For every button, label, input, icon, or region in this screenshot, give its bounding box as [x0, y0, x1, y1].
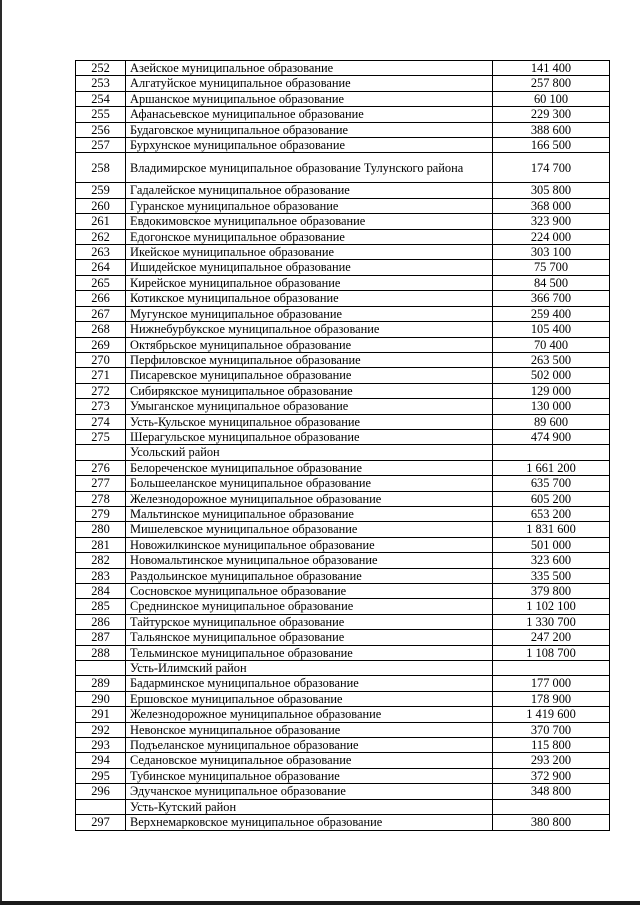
table-row	[76, 506, 610, 521]
allocation-amount: 1 330 700	[493, 614, 610, 629]
allocation-amount: 141 400	[493, 61, 610, 76]
allocation-amount	[493, 799, 610, 814]
table-row	[76, 691, 610, 706]
allocation-amount	[493, 661, 610, 676]
municipality-name: Верхнемарковское муниципальное образование	[126, 815, 493, 830]
municipality-name: Тайтурское муниципальное образование	[126, 614, 493, 629]
district-header-row	[76, 661, 610, 676]
row-number: 281	[76, 537, 126, 552]
table-row	[76, 107, 610, 122]
allocation-amount: 1 102 100	[493, 599, 610, 614]
row-number: 294	[76, 753, 126, 768]
table-row	[76, 291, 610, 306]
row-number: 284	[76, 584, 126, 599]
table-row	[76, 722, 610, 737]
municipality-name: Будаговское муниципальное образование	[126, 122, 493, 137]
allocation-amount: 372 900	[493, 768, 610, 783]
allocation-amount: 166 500	[493, 138, 610, 153]
table-row	[76, 322, 610, 337]
table-row	[76, 214, 610, 229]
row-number: 296	[76, 784, 126, 799]
row-number: 271	[76, 368, 126, 383]
row-number: 282	[76, 553, 126, 568]
allocation-amount: 323 600	[493, 553, 610, 568]
row-number: 265	[76, 275, 126, 290]
allocation-amount: 348 800	[493, 784, 610, 799]
table-row	[76, 414, 610, 429]
table-row	[76, 584, 610, 599]
municipality-name: Бурхунское муниципальное образование	[126, 138, 493, 153]
municipality-name: Афанасьевское муниципальное образование	[126, 107, 493, 122]
municipality-name: Седановское муниципальное образование	[126, 753, 493, 768]
row-number: 295	[76, 768, 126, 783]
row-number: 266	[76, 291, 126, 306]
allocation-amount	[493, 445, 610, 460]
table-row	[76, 599, 610, 614]
municipality-name: Мугунское муниципальное образование	[126, 306, 493, 321]
scan-edge-bottom	[0, 901, 640, 905]
allocation-amount: 105 400	[493, 322, 610, 337]
allocation-amount: 303 100	[493, 245, 610, 260]
table-row	[76, 429, 610, 444]
allocation-amount: 366 700	[493, 291, 610, 306]
allocation-amount: 224 000	[493, 229, 610, 244]
table-row	[76, 260, 610, 275]
table-row	[76, 61, 610, 76]
table-row	[76, 229, 610, 244]
table-row	[76, 275, 610, 290]
table-row	[76, 768, 610, 783]
allocation-amount: 75 700	[493, 260, 610, 275]
allocation-amount: 247 200	[493, 630, 610, 645]
row-number: 278	[76, 491, 126, 506]
municipality-name: Нижнебурбукское муниципальное образование	[126, 322, 493, 337]
row-number: 293	[76, 738, 126, 753]
table-row	[76, 537, 610, 552]
row-number: 277	[76, 476, 126, 491]
allocation-amount: 1 661 200	[493, 460, 610, 475]
row-number	[76, 445, 126, 460]
table-row	[76, 784, 610, 799]
row-number: 259	[76, 183, 126, 198]
allocation-amount: 379 800	[493, 584, 610, 599]
row-number: 285	[76, 599, 126, 614]
row-number: 254	[76, 91, 126, 106]
allocation-table	[75, 60, 610, 831]
municipality-name: Бадарминское муниципальное образование	[126, 676, 493, 691]
municipality-name: Октябрьское муниципальное образование	[126, 337, 493, 352]
allocation-amount: 174 700	[493, 153, 610, 183]
allocation-amount: 229 300	[493, 107, 610, 122]
table-row	[76, 476, 610, 491]
table-row	[76, 153, 610, 183]
municipality-name: Тельминское муниципальное образование	[126, 645, 493, 660]
row-number: 261	[76, 214, 126, 229]
row-number: 262	[76, 229, 126, 244]
municipality-name: Перфиловское муниципальное образование	[126, 352, 493, 367]
municipality-name: Ишидейское муниципальное образование	[126, 260, 493, 275]
district-name: Усть-Кутский район	[126, 799, 493, 814]
municipality-name: Писаревское муниципальное образование	[126, 368, 493, 383]
municipality-name: Подъеланское муниципальное образование	[126, 738, 493, 753]
row-number: 267	[76, 306, 126, 321]
table-row	[76, 460, 610, 475]
municipality-name: Железнодорожное муниципальное образование	[126, 707, 493, 722]
allocation-amount: 84 500	[493, 275, 610, 290]
municipality-name: Усть-Кульское муниципальное образование	[126, 414, 493, 429]
municipality-name: Новожилкинское муниципальное образование	[126, 537, 493, 552]
table-row	[76, 91, 610, 106]
allocation-amount: 474 900	[493, 429, 610, 444]
allocation-amount: 1 419 600	[493, 707, 610, 722]
row-number: 283	[76, 568, 126, 583]
allocation-amount: 89 600	[493, 414, 610, 429]
allocation-amount: 130 000	[493, 399, 610, 414]
row-number: 274	[76, 414, 126, 429]
district-header-row	[76, 799, 610, 814]
allocation-amount: 60 100	[493, 91, 610, 106]
municipality-name: Едогонское муниципальное образование	[126, 229, 493, 244]
table-row	[76, 122, 610, 137]
municipality-name: Азейское муниципальное образование	[126, 61, 493, 76]
table-row	[76, 568, 610, 583]
row-number: 269	[76, 337, 126, 352]
row-number: 270	[76, 352, 126, 367]
table-row	[76, 645, 610, 660]
allocation-amount: 178 900	[493, 691, 610, 706]
allocation-amount: 335 500	[493, 568, 610, 583]
municipality-name: Среднинское муниципальное образование	[126, 599, 493, 614]
table-row	[76, 614, 610, 629]
municipality-name: Невонское муниципальное образование	[126, 722, 493, 737]
allocation-table-body	[76, 61, 610, 831]
table-row	[76, 383, 610, 398]
allocation-amount: 635 700	[493, 476, 610, 491]
municipality-name: Алгатуйское муниципальное образование	[126, 76, 493, 91]
allocation-amount: 380 800	[493, 815, 610, 830]
allocation-amount: 1 108 700	[493, 645, 610, 660]
municipality-name: Кирейское муниципальное образование	[126, 275, 493, 290]
table-row	[76, 522, 610, 537]
allocation-amount: 605 200	[493, 491, 610, 506]
allocation-amount: 293 200	[493, 753, 610, 768]
allocation-amount: 70 400	[493, 337, 610, 352]
row-number: 255	[76, 107, 126, 122]
table-row	[76, 368, 610, 383]
table-row	[76, 337, 610, 352]
municipality-name: Гуранское муниципальное образование	[126, 198, 493, 213]
row-number: 291	[76, 707, 126, 722]
municipality-name: Аршанское муниципальное образование	[126, 91, 493, 106]
table-row	[76, 198, 610, 213]
allocation-amount: 305 800	[493, 183, 610, 198]
district-name: Усольский район	[126, 445, 493, 460]
row-number: 258	[76, 153, 126, 183]
district-header-row	[76, 445, 610, 460]
municipality-name: Умыганское муниципальное образование	[126, 399, 493, 414]
table-row	[76, 753, 610, 768]
row-number: 268	[76, 322, 126, 337]
row-number: 252	[76, 61, 126, 76]
row-number: 257	[76, 138, 126, 153]
row-number: 256	[76, 122, 126, 137]
allocation-amount: 177 000	[493, 676, 610, 691]
municipality-name: Большееланское муниципальное образование	[126, 476, 493, 491]
municipality-name: Гадалейское муниципальное образование	[126, 183, 493, 198]
municipality-name: Мишелевское муниципальное образование	[126, 522, 493, 537]
allocation-amount: 388 600	[493, 122, 610, 137]
row-number: 297	[76, 815, 126, 830]
municipality-name: Сосновское муниципальное образование	[126, 584, 493, 599]
row-number: 287	[76, 630, 126, 645]
municipality-name: Раздольинское муниципальное образование	[126, 568, 493, 583]
row-number	[76, 661, 126, 676]
allocation-amount: 257 800	[493, 76, 610, 91]
allocation-amount: 502 000	[493, 368, 610, 383]
municipality-name: Эдучанское муниципальное образование	[126, 784, 493, 799]
table-row	[76, 306, 610, 321]
municipality-name: Евдокимовское муниципальное образование	[126, 214, 493, 229]
table-row	[76, 738, 610, 753]
table-row	[76, 815, 610, 830]
row-number: 253	[76, 76, 126, 91]
table-row	[76, 183, 610, 198]
row-number: 286	[76, 614, 126, 629]
table-row	[76, 245, 610, 260]
row-number: 289	[76, 676, 126, 691]
table-row	[76, 630, 610, 645]
row-number: 263	[76, 245, 126, 260]
table-row	[76, 352, 610, 367]
allocation-amount: 263 500	[493, 352, 610, 367]
table-row	[76, 138, 610, 153]
table-row	[76, 491, 610, 506]
table-row	[76, 76, 610, 91]
municipality-name: Новомальтинское муниципальное образование	[126, 553, 493, 568]
district-name: Усть-Илимский район	[126, 661, 493, 676]
row-number: 273	[76, 399, 126, 414]
row-number: 290	[76, 691, 126, 706]
allocation-amount: 1 831 600	[493, 522, 610, 537]
allocation-amount: 370 700	[493, 722, 610, 737]
table-row	[76, 676, 610, 691]
row-number: 292	[76, 722, 126, 737]
municipality-name: Белореченское муниципальное образование	[126, 460, 493, 475]
table-row	[76, 707, 610, 722]
row-number	[76, 799, 126, 814]
row-number: 279	[76, 506, 126, 521]
row-number: 272	[76, 383, 126, 398]
allocation-amount: 115 800	[493, 738, 610, 753]
municipality-name: Икейское муниципальное образование	[126, 245, 493, 260]
municipality-name: Котикское муниципальное образование	[126, 291, 493, 306]
municipality-name: Железнодорожное муниципальное образование	[126, 491, 493, 506]
table-row	[76, 553, 610, 568]
row-number: 276	[76, 460, 126, 475]
row-number: 260	[76, 198, 126, 213]
row-number: 264	[76, 260, 126, 275]
allocation-amount: 129 000	[493, 383, 610, 398]
table-row	[76, 399, 610, 414]
municipality-name: Владимирское муниципальное образование Тулунского района	[126, 153, 493, 183]
row-number: 288	[76, 645, 126, 660]
allocation-amount: 501 000	[493, 537, 610, 552]
allocation-amount: 323 900	[493, 214, 610, 229]
row-number: 280	[76, 522, 126, 537]
allocation-amount: 368 000	[493, 198, 610, 213]
allocation-amount: 259 400	[493, 306, 610, 321]
municipality-name: Тальянское муниципальное образование	[126, 630, 493, 645]
municipality-name: Сибирякское муниципальное образование	[126, 383, 493, 398]
municipality-name: Шерагульское муниципальное образование	[126, 429, 493, 444]
municipality-name: Мальтинское муниципальное образование	[126, 506, 493, 521]
scan-edge-left	[0, 0, 2, 905]
municipality-name: Ершовское муниципальное образование	[126, 691, 493, 706]
row-number: 275	[76, 429, 126, 444]
allocation-amount: 653 200	[493, 506, 610, 521]
municipality-name: Тубинское муниципальное образование	[126, 768, 493, 783]
